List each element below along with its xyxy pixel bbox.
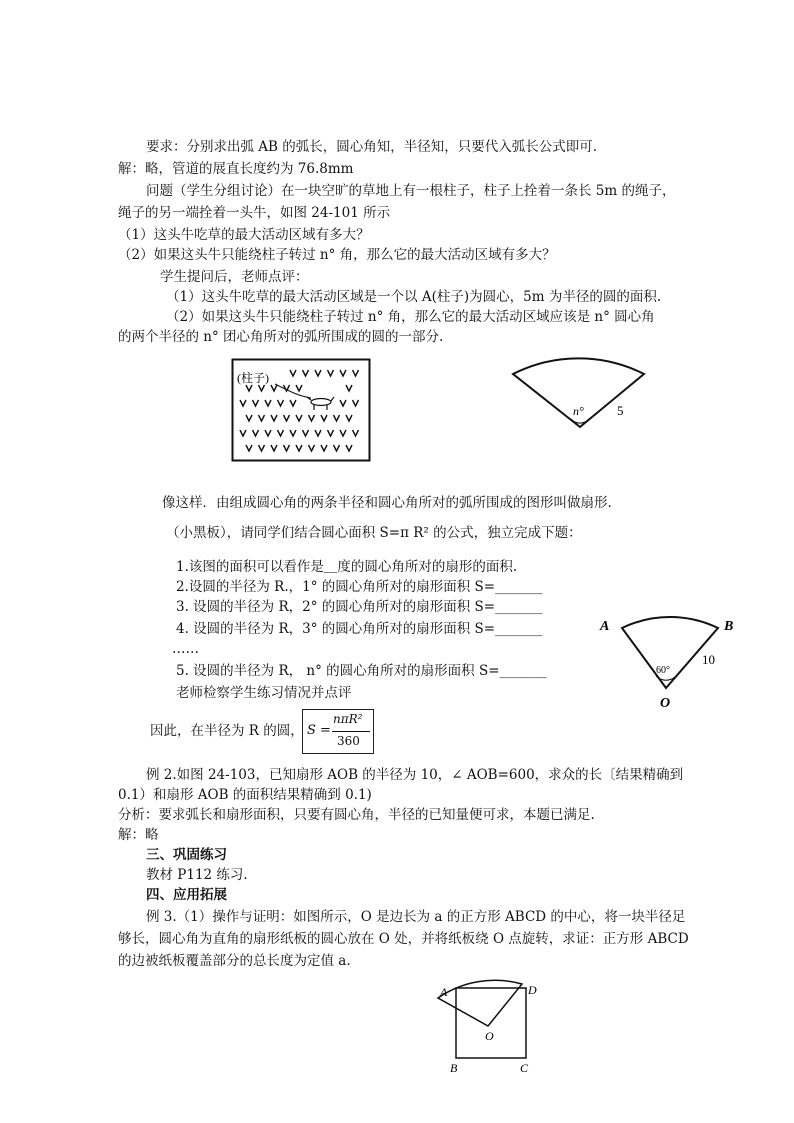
- text-line: （1）这头牛吃草的最大活动区域有多大？: [118, 227, 370, 243]
- text-line: 像这样．由组成圆心角的两条半径和圆心角所对的弧所围成的图形叫做扇形.: [162, 495, 612, 511]
- sector-area-formula: [302, 709, 374, 754]
- text-line: （小黑板），请同学们结合圆心面积 S=π R² 的公式，独立完成下题：: [166, 525, 582, 541]
- radius-label: 5: [617, 403, 624, 418]
- formula-denominator: 360: [337, 734, 360, 748]
- text-line: 的两个半径的 n° 团心角所对的弧所围成的圆的一部分.: [118, 329, 444, 345]
- point-o-label: O: [485, 1029, 494, 1043]
- text-line: 问题（学生分组讨论）在一块空旷的草地上有一根柱子，柱子上拴着一条长 5m 的绳子，: [146, 183, 676, 199]
- sector-figure-n: [505, 355, 655, 435]
- text-line: 例 3.（1）操作与证明：如图所示，O 是边长为 a 的正方形 ABCD 的中心，将一块半径足: [146, 909, 686, 925]
- formula-lhs: S =: [307, 723, 331, 738]
- text-line: 分析：要求弧长和扇形面积，只要有圆心角，半径的已知量便可求，本题已满足.: [118, 807, 595, 823]
- sector-figure-aob: [596, 610, 746, 710]
- text-line: 0.1）和扇形 AOB 的面积结果精确到 0.1): [118, 787, 372, 803]
- angle-label: 60°: [656, 665, 670, 676]
- angle-label: n°: [573, 404, 584, 418]
- exercise-item: 3. 设圆的半径为 R，2° 的圆心角所对的扇形面积 S=_______: [176, 599, 543, 615]
- text-line: 学生提问后，老师点评：: [160, 269, 309, 285]
- radius-label: 10: [702, 652, 715, 667]
- post-label: (柱子): [237, 371, 269, 385]
- text-line: 老师检察学生练习情况并点评: [176, 685, 352, 701]
- text-line: （1）这头牛吃草的最大活动区域是一个以 A(柱子)为圆心，5m 为半径的圆的面积.: [166, 289, 662, 305]
- text-line: （2）如果这头牛只能绕柱子转过 n° 角，那么它的最大活动区域应该是 n° 圆心角: [166, 309, 655, 325]
- field-figure: [231, 358, 371, 462]
- point-o-label: O: [660, 696, 671, 711]
- text-line: 因此，在半径为 R 的圆，: [150, 723, 304, 739]
- point-a-label: A: [440, 985, 448, 999]
- text-line: 解：略: [118, 827, 159, 843]
- text-line: 例 2.如图 24-103，已知扇形 AOB 的半径为 10，∠ AOB=600，求众的长〔结果精确到: [146, 767, 684, 783]
- text-line: 的边被纸板覆盖部分的总长度为定值 a.: [118, 953, 351, 969]
- point-b-label: B: [450, 1061, 458, 1075]
- text-line: 要求：分别求出弧 AB 的弧长，圆心角知，半径知，只要代入弧长公式即可.: [146, 139, 598, 155]
- exercise-item: 1.该图的面积可以看作是＿度的圆心角所对的扇形的面积.: [176, 559, 518, 575]
- text-line: 解：略，管道的展直长度约为 76.8mm: [118, 161, 354, 177]
- exercise-item: 5. 设圆的半径为 R， n° 的圆心角所对的扇形面积 S=_______: [176, 663, 547, 679]
- section-heading: 四、应用拓展: [146, 887, 227, 903]
- ellipsis: ……: [172, 641, 199, 657]
- point-d-label: D: [528, 983, 537, 997]
- formula-numerator: nπR²: [333, 712, 363, 726]
- text-line: （2）如果这头牛只能绕柱子转过 n° 角，那么它的最大活动区域有多大？: [118, 247, 556, 263]
- point-b-label: B: [724, 619, 734, 634]
- section-heading: 三、巩固练习: [146, 847, 227, 863]
- point-c-label: C: [520, 1061, 529, 1075]
- square-sector-figure: [430, 972, 550, 1076]
- text-line: 够长，圆心角为直角的扇形纸板的圆心放在 O 处，并将纸板绕 O 点旋转，求证：正方形 ABCD: [118, 931, 689, 947]
- text-line: 教材 P112 练习.: [146, 867, 248, 883]
- exercise-item: 2.设圆的半径为 R.，1° 的圆心角所对的扇形面积 S=_______: [176, 579, 543, 595]
- text-line: 绳子的另一端拴着一头牛，如图 24-101 所示: [118, 205, 391, 221]
- point-a-label: A: [600, 619, 610, 634]
- exercise-item: 4. 设圆的半径为 R，3° 的圆心角所对的扇形面积 S=_______: [176, 621, 543, 637]
